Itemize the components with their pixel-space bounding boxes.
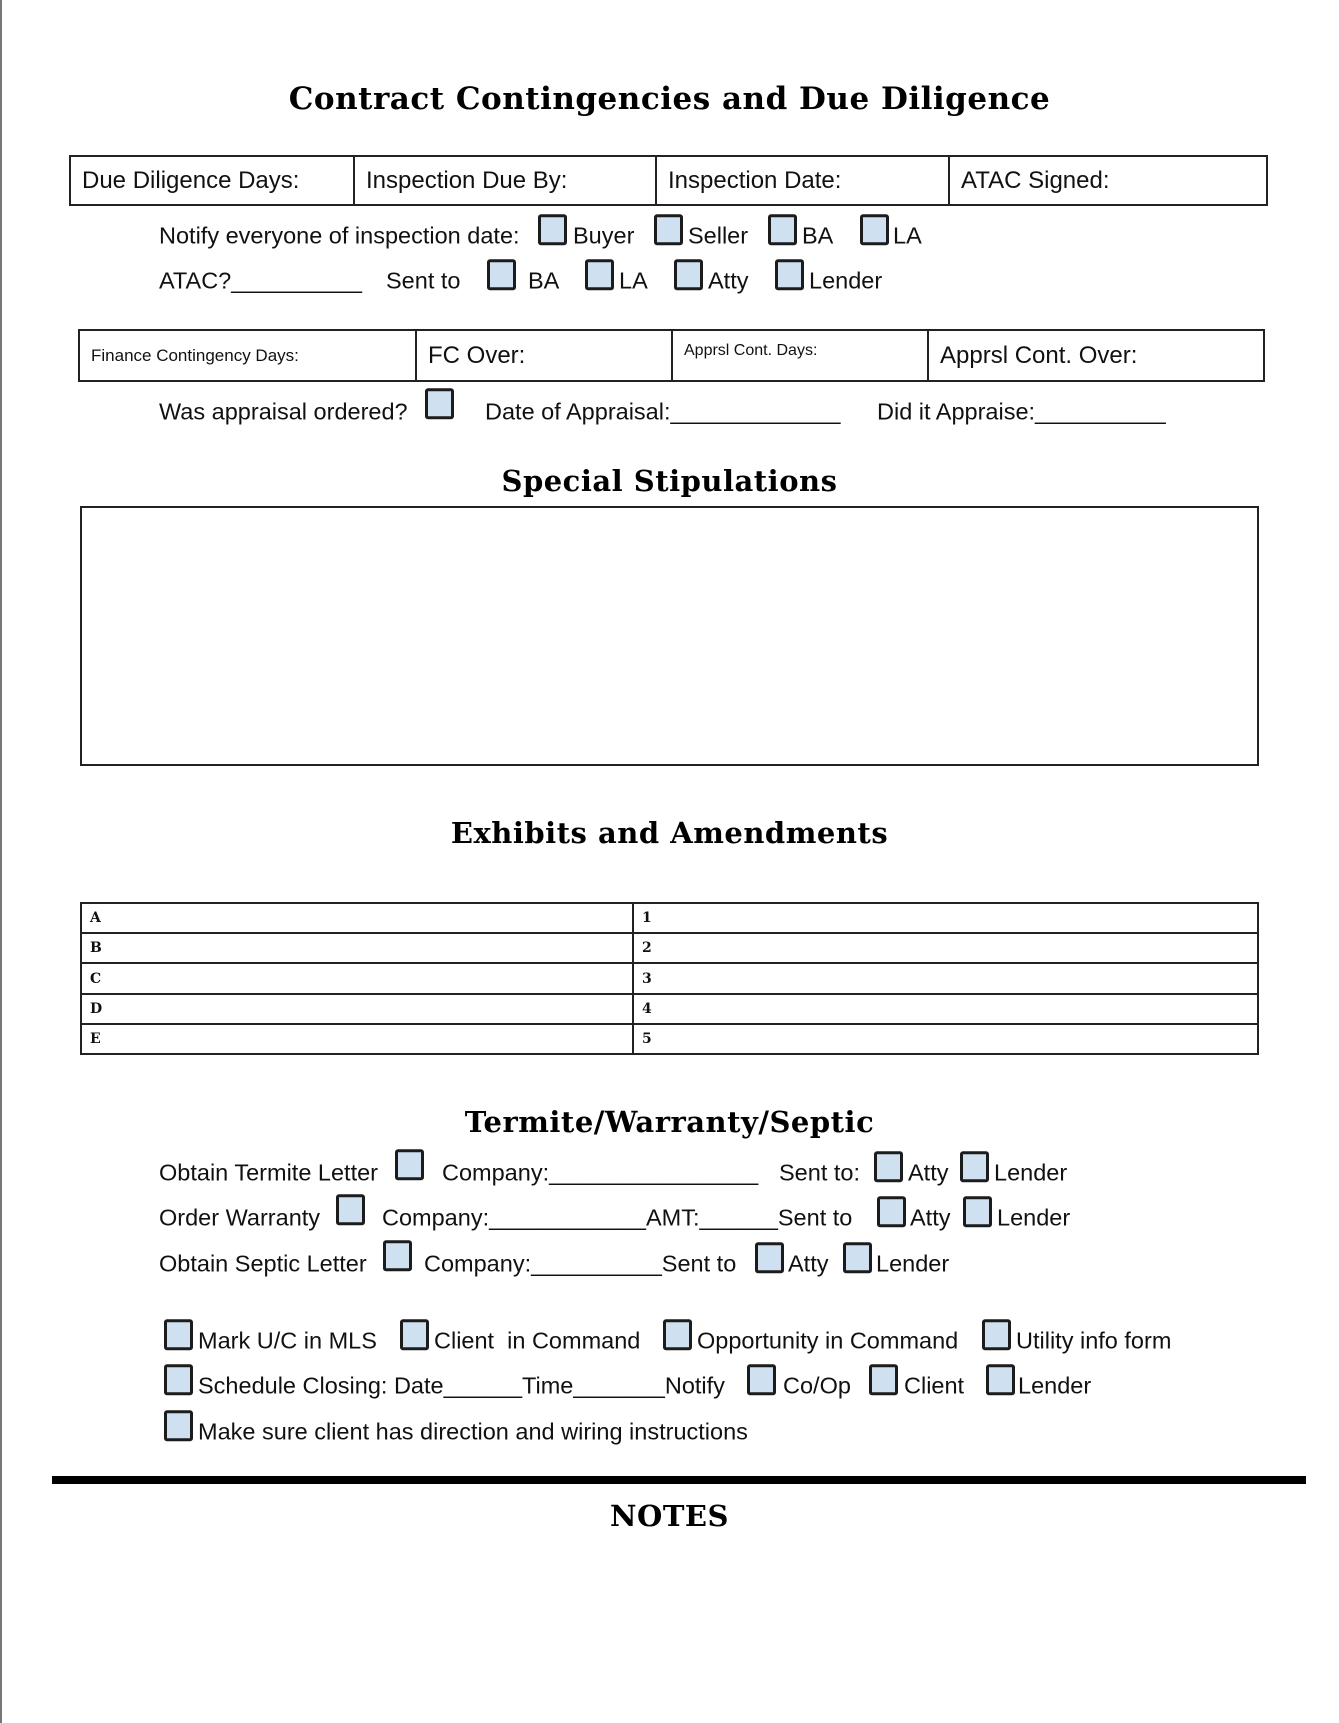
- termite-lender-checkbox[interactable]: [960, 1151, 989, 1182]
- termite-sent-to-label: Sent to:: [779, 1159, 860, 1186]
- page-title: Contract Contingencies and Due Diligence: [288, 81, 1051, 117]
- appraisal-ordered-label: Was appraisal ordered?: [159, 398, 408, 425]
- atac-field[interactable]: ATAC?__________: [159, 267, 362, 294]
- warranty-label: Order Warranty: [159, 1204, 321, 1231]
- appraisal-ordered-checkbox[interactable]: [425, 388, 454, 419]
- utility-info-label: Utility info form: [1016, 1327, 1172, 1354]
- due-diligence-table: [69, 155, 1268, 206]
- apprsl-cont-days-field[interactable]: Apprsl Cont. Days:: [673, 331, 929, 380]
- warranty-checkbox[interactable]: [336, 1194, 365, 1225]
- septic-letter-label: Obtain Septic Letter: [159, 1250, 367, 1277]
- mark-uc-checkbox[interactable]: [164, 1319, 193, 1350]
- date-of-appraisal-field[interactable]: Date of Appraisal:_____________: [485, 398, 841, 425]
- inspection-due-by-field[interactable]: Inspection Due By:: [355, 157, 657, 204]
- atac-la-label: LA: [619, 267, 648, 294]
- notify-la-label: LA: [893, 222, 922, 249]
- utility-info-checkbox[interactable]: [982, 1319, 1011, 1350]
- atac-lender-checkbox[interactable]: [775, 259, 804, 290]
- opportunity-in-command-label: Opportunity in Command: [697, 1327, 959, 1354]
- atac-atty-checkbox[interactable]: [674, 259, 703, 290]
- notify-buyer-checkbox[interactable]: [538, 214, 567, 245]
- special-stipulations-heading: Special Stipulations: [501, 464, 838, 498]
- due-diligence-days-field[interactable]: Due Diligence Days:: [71, 157, 355, 204]
- termite-atty-checkbox[interactable]: [874, 1151, 903, 1182]
- exhibit-row: [82, 995, 1257, 1025]
- warranty-atty-label: Atty: [910, 1204, 951, 1231]
- exhibit-letter-cell[interactable]: B: [82, 934, 634, 962]
- exhibits-heading: Exhibits and Amendments: [450, 816, 889, 850]
- termite-letter-label: Obtain Termite Letter: [159, 1159, 379, 1186]
- did-it-appraise-field[interactable]: Did it Appraise:__________: [877, 398, 1166, 425]
- finance-table: [78, 329, 1265, 382]
- exhibit-row: [82, 934, 1257, 964]
- notes-heading: NOTES: [610, 1499, 729, 1533]
- notify-coop-label: Co/Op: [783, 1372, 851, 1399]
- apprsl-cont-over-field[interactable]: Apprsl Cont. Over:: [940, 341, 1138, 369]
- exhibit-row: [82, 904, 1257, 934]
- client-in-command-label: Client in Command: [434, 1327, 641, 1354]
- termite-company-field[interactable]: Company:________________: [442, 1159, 759, 1186]
- septic-lender-checkbox[interactable]: [843, 1242, 872, 1273]
- notify-coop-checkbox[interactable]: [747, 1364, 776, 1395]
- termite-lender-label: Lender: [994, 1159, 1068, 1186]
- fc-over-field[interactable]: FC Over:: [417, 331, 673, 380]
- notify-label: Notify everyone of inspection date:: [159, 222, 520, 249]
- atac-atty-label: Atty: [708, 267, 749, 294]
- atac-ba-checkbox[interactable]: [487, 259, 516, 290]
- amendment-number-cell[interactable]: 1: [642, 910, 652, 927]
- atac-ba-label: BA: [528, 267, 560, 294]
- wiring-instructions-label: Make sure client has direction and wiring instructions: [198, 1418, 748, 1445]
- special-stipulations-box[interactable]: [80, 506, 1259, 766]
- inspection-date-field[interactable]: Inspection Date:: [657, 157, 950, 204]
- atac-sent-to-label: Sent to: [386, 267, 461, 294]
- wiring-instructions-checkbox[interactable]: [164, 1410, 193, 1441]
- notify-buyer-label: Buyer: [573, 222, 635, 249]
- warranty-lender-label: Lender: [997, 1204, 1071, 1231]
- amendment-number-cell[interactable]: 3: [642, 970, 652, 987]
- finance-contingency-days-field[interactable]: Finance Contingency Days:: [80, 331, 417, 380]
- opportunity-in-command-checkbox[interactable]: [663, 1319, 692, 1350]
- exhibits-table: [80, 902, 1259, 1055]
- warranty-atty-checkbox[interactable]: [877, 1196, 906, 1227]
- exhibit-row: [82, 964, 1257, 994]
- amendment-number-cell[interactable]: 5: [642, 1030, 652, 1047]
- schedule-closing-field[interactable]: Schedule Closing: Date______Time_______Notify: [198, 1372, 725, 1399]
- termite-atty-label: Atty: [908, 1159, 949, 1186]
- notify-seller-checkbox[interactable]: [654, 214, 683, 245]
- notify-seller-label: Seller: [688, 222, 749, 249]
- exhibit-letter-cell[interactable]: E: [82, 1025, 634, 1053]
- exhibit-row: [82, 1025, 1257, 1053]
- septic-company-field[interactable]: Company:__________Sent to: [424, 1250, 737, 1277]
- termite-heading: Termite/Warranty/Septic: [464, 1105, 875, 1139]
- amendment-number-cell[interactable]: 2: [642, 940, 652, 957]
- amendment-number-cell[interactable]: 4: [642, 1000, 652, 1017]
- notify-ba-label: BA: [802, 222, 834, 249]
- warranty-lender-checkbox[interactable]: [963, 1196, 992, 1227]
- notify-lender-checkbox[interactable]: [986, 1364, 1015, 1395]
- exhibit-letter-cell[interactable]: C: [82, 964, 634, 992]
- notify-client-checkbox[interactable]: [869, 1364, 898, 1395]
- septic-lender-label: Lender: [876, 1250, 950, 1277]
- septic-atty-checkbox[interactable]: [755, 1242, 784, 1273]
- page-edge: [0, 0, 2, 1723]
- warranty-company-field[interactable]: Company:____________AMT:______Sent to: [382, 1204, 853, 1231]
- notify-ba-checkbox[interactable]: [768, 214, 797, 245]
- termite-letter-checkbox[interactable]: [395, 1149, 424, 1180]
- atac-signed-field[interactable]: ATAC Signed:: [961, 166, 1110, 194]
- client-in-command-checkbox[interactable]: [400, 1319, 429, 1350]
- septic-atty-label: Atty: [788, 1250, 829, 1277]
- schedule-closing-checkbox[interactable]: [164, 1364, 193, 1395]
- atac-lender-label: Lender: [809, 267, 883, 294]
- notify-lender-label: Lender: [1018, 1372, 1092, 1399]
- notify-client-label: Client: [904, 1372, 965, 1399]
- exhibit-letter-cell[interactable]: D: [82, 995, 634, 1023]
- atac-la-checkbox[interactable]: [585, 259, 614, 290]
- notify-la-checkbox[interactable]: [860, 214, 889, 245]
- mark-uc-label: Mark U/C in MLS: [198, 1327, 377, 1354]
- section-divider: [52, 1476, 1306, 1484]
- exhibit-letter-cell[interactable]: A: [82, 904, 634, 932]
- septic-letter-checkbox[interactable]: [383, 1240, 412, 1271]
